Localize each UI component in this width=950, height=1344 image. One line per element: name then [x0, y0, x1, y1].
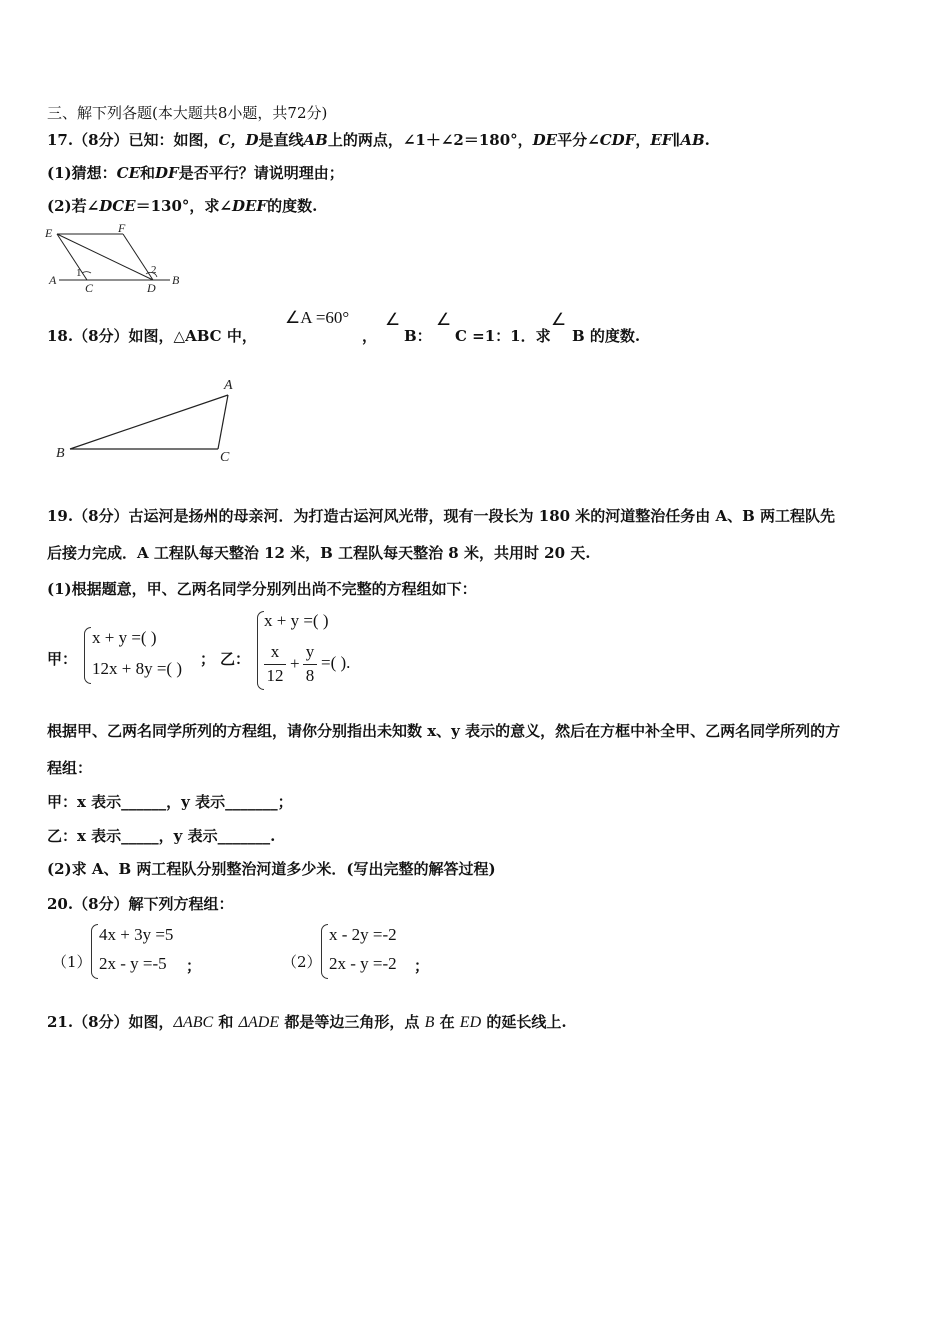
q17-part2-b: ＝130°，求∠ [135, 197, 232, 215]
q17-dce: DCE [99, 197, 136, 215]
q17-part2-a: (2)若∠ [47, 197, 100, 215]
q17-label-b: B [172, 273, 180, 287]
q19-jia-eq1: x + y =( ) [92, 628, 157, 647]
q19-line2: 后接力完成．A 工程队每天整治 12 米，B 工程队每天整治 8 米，共用时 20 天. [47, 544, 591, 562]
q21-and: 和 [213, 1013, 239, 1031]
q20-p2-brace [321, 924, 328, 979]
q17-df: DF [155, 164, 179, 182]
q17-label-e: E [45, 226, 53, 240]
q17-statement [47, 129, 710, 150]
q18-angle-sym2: ∠ [436, 310, 452, 329]
q17-part1-b: 和 [140, 164, 156, 182]
q19-yi-brace [257, 611, 264, 690]
q20-p1-eq2: 2x - y =-5 [99, 954, 167, 973]
q20-p1-label: （1） [52, 953, 92, 971]
q17-cdf: CDF [599, 131, 636, 149]
q17-end: . [704, 131, 710, 149]
q20-p1-end: ； [186, 957, 202, 975]
q21-end: 的延长线上. [481, 1013, 567, 1031]
q19-part2: (2)求 A、B 两工程队分别整治河道多少米．(写出完整的解答过程) [47, 860, 496, 878]
q18-comma: ， [362, 327, 378, 345]
q21-prefix: 21.（8分）如图， [47, 1013, 174, 1031]
q17-part1-a: (1)猜想： [47, 164, 117, 182]
q17-mid4: ， [635, 131, 651, 149]
q19-yi-frac1-num: x [270, 642, 280, 661]
q19-instr1: 根据甲、乙两名同学所列的方程组，请你分别指出未知数 x、y 表示的意义，然后在方框中补全甲、乙两名同学所列的方 [47, 722, 841, 740]
q21-ed: ED [459, 1014, 482, 1031]
q20-p1-eq1: 4x + 3y =5 [99, 925, 174, 944]
q21-on: 在 [434, 1013, 460, 1031]
q17-prefix: 17.（8分）已知：如图， [47, 131, 219, 149]
q18-prefix: 18.（8分）如图，△ABC 中， [47, 327, 257, 345]
q17-label-f: F [118, 222, 126, 235]
q17-def: DEF [231, 197, 268, 215]
q21-statement [47, 1011, 567, 1032]
q17-mid1: 是直线 [258, 131, 304, 149]
q17-label-c: C [85, 281, 94, 294]
q17-ce: CE [116, 164, 141, 182]
q17-label-2: 2 [151, 264, 157, 276]
q19-yi-frac1-den: 12 [266, 666, 284, 685]
q20-p1-brace [91, 924, 98, 979]
q18-label-b: B [56, 446, 65, 461]
q17-part2 [47, 195, 317, 216]
q17-label-1: 1 [76, 267, 82, 279]
q17-part2-c: 的度数. [267, 197, 318, 215]
q19-jia-eq2: 12x + 8y =( ) [92, 659, 182, 678]
q17-mid3: 平分∠ [557, 131, 600, 149]
q17-cd: C，D [218, 131, 259, 149]
q21-mid: 都是等边三角形，点 [279, 1013, 425, 1031]
q17-part1-c: 是否平行？请说明理由； [178, 164, 344, 182]
q18-end: B 的度数. [572, 327, 641, 345]
q19-jia-fill: 甲：x 表示______，y 表示_______； [47, 793, 293, 811]
q19-yi-label: 乙： [220, 650, 251, 668]
q18-figure [50, 375, 250, 467]
q21-abc: ΔABC [173, 1014, 214, 1031]
q18-b-text: B： [404, 327, 432, 345]
q17-label-a: A [49, 273, 57, 287]
q17-label-d: D [147, 281, 156, 294]
q19-part1: (1)根据题意，甲、乙两名同学分别列出尚不完整的方程组如下： [47, 580, 477, 598]
q19-jia-label: 甲： [47, 650, 78, 668]
q20-p2-eq2: 2x - y =-2 [329, 954, 397, 973]
q18-label-c: C [220, 450, 230, 465]
q20-title: 20.（8分）解下列方程组： [47, 895, 234, 913]
q20-p2-label: （2） [282, 953, 322, 971]
q17-part1 [47, 162, 344, 183]
q19-instr2: 程组： [47, 759, 93, 777]
q17-ef-ab: EF∥AB [650, 131, 705, 149]
q18-c-text: C =1：1．求 [455, 327, 551, 345]
q19-yi-fill: 乙：x 表示_____，y 表示_______. [47, 827, 276, 845]
q19-yi-frac1-bar [264, 664, 286, 665]
section-header: 三、解下列各题(本大题共8小题，共72分) [47, 104, 328, 122]
q20-p2-end: ； [414, 957, 430, 975]
q20-p2-eq1: x - 2y =-2 [329, 925, 397, 944]
q17-mid2: 上的两点，∠1＋∠2＝180°， [327, 131, 533, 149]
q19-yi-frac2-bar [303, 664, 317, 665]
q18-label-a: A [224, 378, 233, 393]
q17-de: DE [532, 131, 558, 149]
q18-angle-sym3: ∠ [551, 310, 567, 329]
q19-line1: 19.（8分）古运河是扬州的母亲河．为打造古运河风光带，现有一段长为 180 米的河道整治任务由 A、B 两工程队先 [47, 507, 836, 525]
q18-angle-a: ∠A =60° [285, 308, 350, 327]
q19-yi-plus: + [290, 654, 300, 673]
q19-yi-frac2-den: 8 [305, 666, 315, 685]
q19-yi-frac2-num: y [305, 642, 315, 661]
q21-b: B [424, 1014, 435, 1031]
q18-angle-sym1: ∠ [385, 310, 401, 329]
q17-figure [45, 222, 190, 294]
q19-jia-brace [84, 627, 91, 684]
q17-ab: AB [303, 131, 328, 149]
q19-yi-tail: =( ). [321, 653, 351, 672]
q19-yi-eq1: x + y =( ) [264, 611, 329, 630]
q21-ade: ΔADE [238, 1014, 280, 1031]
q19-semicolon: ； [200, 650, 216, 668]
